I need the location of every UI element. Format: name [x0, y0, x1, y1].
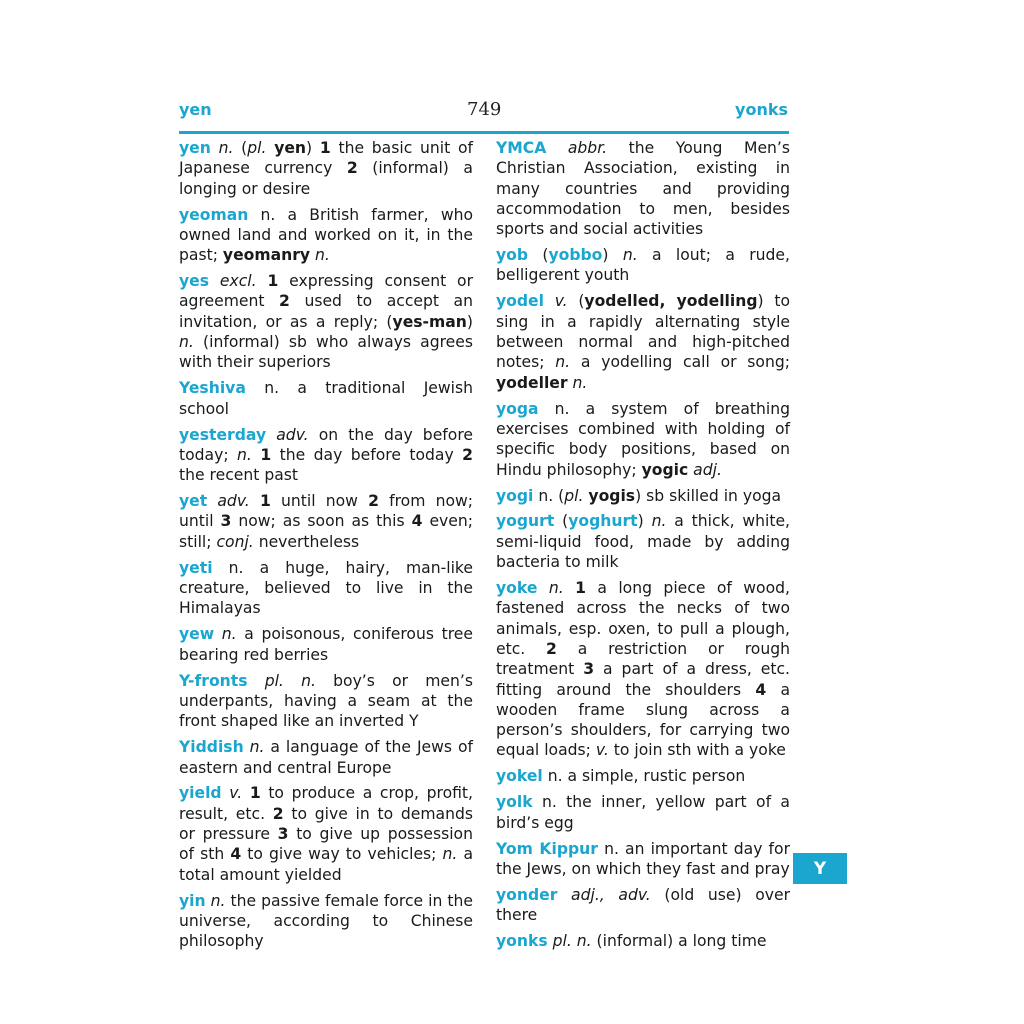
sense-number: 4: [755, 680, 767, 699]
sense-number: 1: [319, 139, 331, 157]
pos: n.: [555, 353, 571, 372]
pos: n.: [537, 579, 564, 598]
definition: a language of the Jews of eastern and central Europe: [179, 738, 473, 777]
definition: (informal) a longing or desire: [179, 159, 473, 198]
entry-yet: [179, 491, 473, 552]
definition: from now; until: [179, 492, 473, 531]
headword: yoke: [496, 579, 538, 598]
definition: a restriction or rough treatment: [496, 639, 790, 679]
headword: yet: [179, 492, 208, 511]
running-head-left: yen: [179, 100, 212, 119]
headword: yield: [179, 784, 222, 803]
pos: v.: [543, 292, 568, 311]
definition: a long piece of wood, fastened across the necks of two animals, esp. oxen, to pull a plough, etc.: [496, 579, 790, 658]
entry-yeshiva: [179, 378, 473, 419]
headword: yonder: [496, 885, 558, 904]
headword: yeti: [179, 558, 213, 577]
definition: ) sb skilled in yoga: [635, 486, 782, 505]
text: ): [602, 246, 623, 265]
headword: yoga: [496, 399, 539, 418]
definition: n. a system of breathing exercises combined with holding of specific body positions, based on Hindu philosophy;: [496, 399, 790, 479]
headword: yew: [179, 625, 215, 644]
text: (: [567, 292, 585, 311]
definition: a thick, white, semi-liquid food, made by adding bacteria to milk: [496, 512, 791, 572]
pos: v.: [595, 741, 609, 760]
definition: n. the inner, yellow part of a bird’s egg: [496, 793, 790, 832]
entry-yeoman: [179, 205, 473, 266]
derived-form: yodeller: [496, 373, 568, 392]
entry-yokel: [496, 766, 790, 786]
entry-yob: [496, 245, 790, 286]
entry-yesterday: [179, 425, 473, 486]
entry-yogurt: [496, 511, 790, 572]
definition: the Young Men’s Christian Association, existing in many countries and providing accommodation to men, besides sports and social activities: [496, 139, 790, 239]
entry-y-fronts: [179, 671, 473, 732]
definition: expressing consent or agreement: [179, 272, 473, 311]
variant-headword: yobbo: [548, 246, 603, 265]
definition: to produce a crop, profit, result, etc.: [179, 784, 473, 823]
definition: to join sth with a yoke: [608, 741, 786, 760]
headword: yob: [496, 246, 529, 265]
variant-headword: yoghurt: [568, 512, 638, 531]
header-rule: [179, 131, 789, 134]
sense-number: 3: [277, 825, 289, 844]
pos: conj.: [216, 532, 254, 551]
inflections: yodelled, yodelling: [584, 292, 758, 311]
entry-yew: [179, 624, 473, 665]
headword: yesterday: [179, 425, 267, 444]
entry-yes: [179, 271, 473, 372]
definition: on the day before today;: [179, 425, 473, 464]
definition: n. a huge, hairy, man-like creature, believed to live in the Himalayas: [179, 558, 473, 618]
definition: n. a simple, rustic person: [542, 767, 746, 786]
headword: yolk: [496, 793, 533, 812]
form: yen: [274, 139, 307, 157]
definition: the passive female force in the universe, according to Chinese philosophy: [179, 891, 473, 951]
sense-number: 2: [272, 804, 284, 823]
pos: pl.: [564, 486, 584, 505]
sense-number: 1: [267, 272, 279, 291]
pos: n.: [651, 512, 667, 531]
entry-yogi: [496, 486, 790, 506]
definition: a lout; a rude, belligerent youth: [496, 246, 790, 285]
pos: adv.: [207, 492, 250, 511]
pos: excl.: [209, 272, 268, 291]
definition: (informal) a long time: [591, 932, 767, 951]
entry-yonder: [496, 885, 790, 926]
sense-number: 2: [368, 492, 379, 511]
entry-ymca: [496, 138, 790, 239]
definition: boy’s or men’s underpants, having a seam at the front shaped like an inverted Y: [179, 671, 473, 731]
text: [250, 492, 260, 510]
pos: adj.: [688, 460, 722, 479]
pos: pl.: [247, 139, 267, 157]
entry-yiddish: [179, 737, 473, 778]
running-head-right: yonks: [735, 100, 788, 119]
headword: YMCA: [496, 139, 547, 157]
left-column: [179, 138, 473, 957]
page-number: 749: [467, 99, 502, 120]
text: ): [306, 139, 320, 157]
derived-form: yes-man: [392, 312, 467, 331]
pos: n.: [310, 246, 330, 265]
headword: yen: [179, 139, 211, 157]
sense-number: 3: [583, 660, 595, 679]
definition: (informal) sb who always agrees with their superiors: [179, 333, 473, 372]
definition: a part of a dress, etc. fitting around the shoulders: [496, 660, 790, 699]
pos: n.: [237, 445, 252, 464]
pos: n.: [243, 738, 265, 757]
definition: used to accept an invitation, or as a reply; (: [179, 292, 473, 331]
sense-number: 2: [546, 639, 557, 658]
thumb-index-tab: Y: [793, 853, 847, 884]
headword: yodel: [496, 292, 544, 311]
headword: yes: [179, 272, 210, 291]
definition: nevertheless: [253, 532, 360, 551]
pos: pl. n.: [247, 671, 316, 690]
pos: n.: [442, 845, 458, 864]
definition: to give up possession of sth: [179, 825, 473, 864]
sense-number: 1: [249, 784, 261, 803]
headword: Yeshiva: [179, 379, 246, 398]
entry-yodel: [496, 291, 790, 392]
definition: n. an important day for the Jews, on which they fast and pray: [496, 839, 791, 878]
entry-yolk: [496, 792, 790, 833]
text: n. (: [533, 486, 565, 505]
entry-yoga: [496, 399, 790, 480]
text: (: [528, 246, 549, 265]
definition: to give way to vehicles;: [241, 845, 443, 864]
entry-yield: [179, 783, 473, 884]
definition: a total amount yielded: [179, 845, 473, 884]
sense-number: 3: [220, 512, 232, 531]
definition: a yodelling call or song;: [570, 353, 790, 372]
sense-number: 4: [230, 845, 242, 864]
pos: v.: [221, 784, 243, 803]
definition: a wooden frame slung across a person’s shoulders, for carrying two equal loads;: [496, 680, 790, 760]
definition: to give in to demands or pressure: [179, 804, 473, 844]
entry-yonks: [496, 931, 790, 951]
headword: yogurt: [496, 512, 555, 531]
sense-number: 2: [462, 445, 473, 464]
derived-form: yogic: [641, 460, 689, 479]
definition: now; as soon as this: [231, 512, 412, 531]
definition: n. a British farmer, who owned land and worked on it, in the past;: [179, 205, 473, 265]
pos: adv.: [266, 425, 309, 444]
definition: the basic unit of Japanese currency: [179, 139, 473, 178]
text: (: [241, 139, 248, 157]
headword: Yiddish: [179, 738, 244, 757]
pos: pl. n.: [547, 932, 592, 951]
entry-yen: [179, 138, 473, 199]
definition: (old use) over there: [496, 885, 790, 925]
headword: yokel: [496, 767, 543, 786]
definition: until now: [270, 492, 369, 511]
definition: n. a traditional Jewish school: [179, 379, 473, 418]
sense-number: 2: [346, 159, 358, 178]
pos: adj., adv.: [557, 885, 651, 904]
sense-number: 4: [411, 512, 423, 531]
definition: the recent past: [179, 466, 299, 485]
definition: even; still;: [179, 512, 473, 551]
entry-yin: [179, 891, 473, 952]
form: yogis: [588, 486, 636, 505]
pos: n.: [210, 139, 242, 157]
pos: abbr.: [546, 139, 608, 157]
entry-yoke: [496, 578, 790, 761]
sense-number: 2: [279, 292, 290, 311]
entry-yom-kippur: [496, 839, 790, 880]
text: [564, 579, 575, 597]
headword: yonks: [496, 932, 548, 951]
definition: a poisonous, coniferous tree bearing red berries: [179, 625, 473, 664]
sense-number: 1: [260, 445, 272, 464]
headword: Yom Kippur: [496, 839, 598, 858]
pos: n.: [567, 373, 588, 392]
text: (: [554, 512, 569, 531]
entry-yeti: [179, 558, 473, 619]
pos: n.: [622, 246, 638, 265]
derived-form: yeomanry: [222, 246, 311, 265]
text: ): [466, 312, 473, 331]
headword: yogi: [496, 486, 534, 505]
sense-number: 1: [259, 492, 271, 511]
text: [242, 784, 250, 802]
sense-number: 1: [575, 579, 586, 598]
pos: n.: [205, 891, 226, 910]
definition: the day before today: [271, 445, 463, 464]
headword: yeoman: [179, 205, 249, 224]
pos: n.: [179, 333, 194, 352]
definition: ) to sing in a rapidly alternating style between normal and high-pitched notes;: [496, 292, 790, 372]
text: ): [637, 512, 652, 531]
right-column: [496, 138, 790, 957]
headword: Y-fronts: [179, 671, 248, 690]
pos: n.: [214, 625, 237, 644]
headword: yin: [179, 891, 206, 910]
